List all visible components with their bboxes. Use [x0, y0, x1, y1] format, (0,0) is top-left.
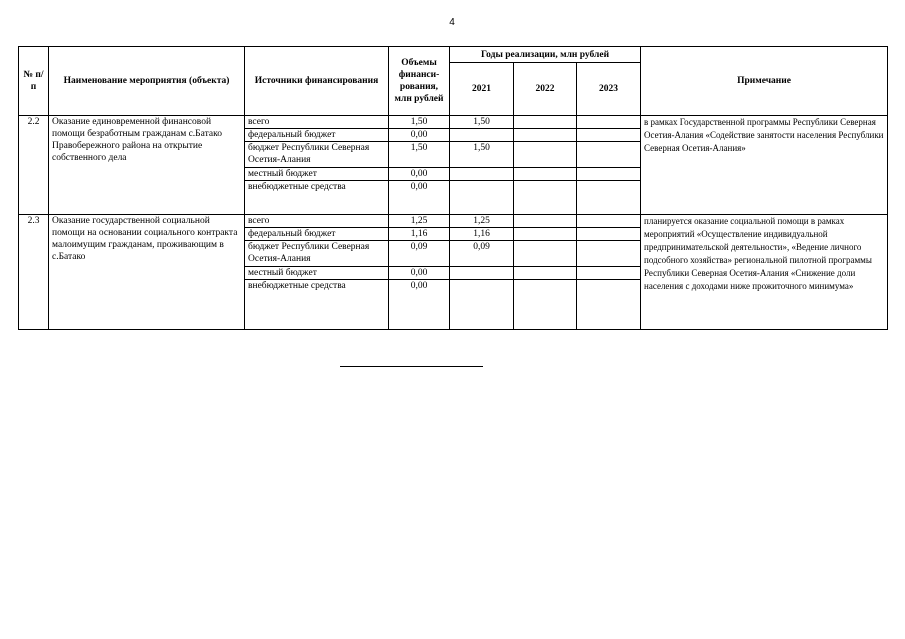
funding-source: федеральный бюджет [245, 129, 389, 142]
year-2023-value [577, 129, 641, 142]
header-name: Наименование мероприятия (объекта) [49, 47, 245, 116]
note-text: планируется оказание социальной помощи в рамках мероприятий «Осуществление индивидуальной предпринимательской деятельности», «Ведение личного подсобного хозяйства» региональной пилотной программы Республики Северная Осетия-Алания «Снижение доли населения с доходами ниже прожиточного минимума» [641, 215, 888, 330]
end-separator-line [340, 366, 483, 367]
table-body [19, 116, 888, 330]
table-row [19, 215, 888, 228]
year-2021-value [450, 129, 514, 142]
funding-volume: 0,00 [389, 280, 450, 330]
year-2023-value [577, 267, 641, 280]
header-note: Примечание [641, 47, 888, 116]
funding-volume: 0,00 [389, 181, 450, 215]
funding-volume: 0,09 [389, 241, 450, 267]
funding-volume: 0,00 [389, 267, 450, 280]
activity-name: Оказание государственной социальной помощи на основании социального контракта малоимущим гражданам, проживающим в с.Батако [49, 215, 245, 330]
year-2023-value [577, 241, 641, 267]
header-year-2022: 2022 [514, 63, 577, 116]
year-2021-value: 1,50 [450, 116, 514, 129]
funding-volume: 0,00 [389, 129, 450, 142]
year-2023-value [577, 280, 641, 330]
funding-table [18, 46, 888, 330]
funding-source: внебюджетные средства [245, 181, 389, 215]
year-2021-value [450, 280, 514, 330]
year-2022-value [514, 142, 577, 168]
year-2022-value [514, 241, 577, 267]
funding-volume: 1,16 [389, 228, 450, 241]
year-2021-value: 0,09 [450, 241, 514, 267]
header-volumes: Объемы финанси-рования, млн рублей [389, 47, 450, 116]
year-2022-value [514, 129, 577, 142]
header-years-group: Годы реализации, млн рублей [450, 47, 641, 63]
page-number: 4 [449, 17, 455, 28]
year-2021-value: 1,50 [450, 142, 514, 168]
year-2023-value [577, 215, 641, 228]
funding-volume: 1,50 [389, 142, 450, 168]
year-2021-value: 1,25 [450, 215, 514, 228]
funding-volume: 0,00 [389, 168, 450, 181]
year-2023-value [577, 228, 641, 241]
year-2021-value [450, 168, 514, 181]
funding-source: местный бюджет [245, 168, 389, 181]
funding-volume: 1,25 [389, 215, 450, 228]
row-number: 2.3 [19, 215, 49, 330]
note-text: в рамках Государственной программы Республики Северная Осетия-Алания «Содействие занятости населения Республики Северная Осетия-Алания» [641, 116, 888, 215]
year-2023-value [577, 116, 641, 129]
funding-source: бюджет Республики Северная Осетия-Алания [245, 142, 389, 168]
funding-source: внебюджетные средства [245, 280, 389, 330]
year-2022-value [514, 168, 577, 181]
header-year-2021: 2021 [450, 63, 514, 116]
year-2021-value [450, 181, 514, 215]
year-2022-value [514, 181, 577, 215]
funding-source: местный бюджет [245, 267, 389, 280]
activity-name: Оказание единовременной финансовой помощи безработным гражданам с.Батако Правобережного района на открытие собственного дела [49, 116, 245, 215]
header-year-2023: 2023 [577, 63, 641, 116]
year-2022-value [514, 267, 577, 280]
year-2022-value [514, 215, 577, 228]
year-2022-value [514, 228, 577, 241]
header-num: № п/п [19, 47, 49, 116]
year-2022-value [514, 116, 577, 129]
year-2023-value [577, 181, 641, 215]
year-2023-value [577, 168, 641, 181]
table-row [19, 116, 888, 129]
funding-source: всего [245, 116, 389, 129]
year-2021-value [450, 267, 514, 280]
year-2023-value [577, 142, 641, 168]
year-2022-value [514, 280, 577, 330]
funding-volume: 1,50 [389, 116, 450, 129]
row-number: 2.2 [19, 116, 49, 215]
funding-source: федеральный бюджет [245, 228, 389, 241]
header-sources: Источники финансирования [245, 47, 389, 116]
funding-source: бюджет Республики Северная Осетия-Алания [245, 241, 389, 267]
funding-source: всего [245, 215, 389, 228]
year-2021-value: 1,16 [450, 228, 514, 241]
